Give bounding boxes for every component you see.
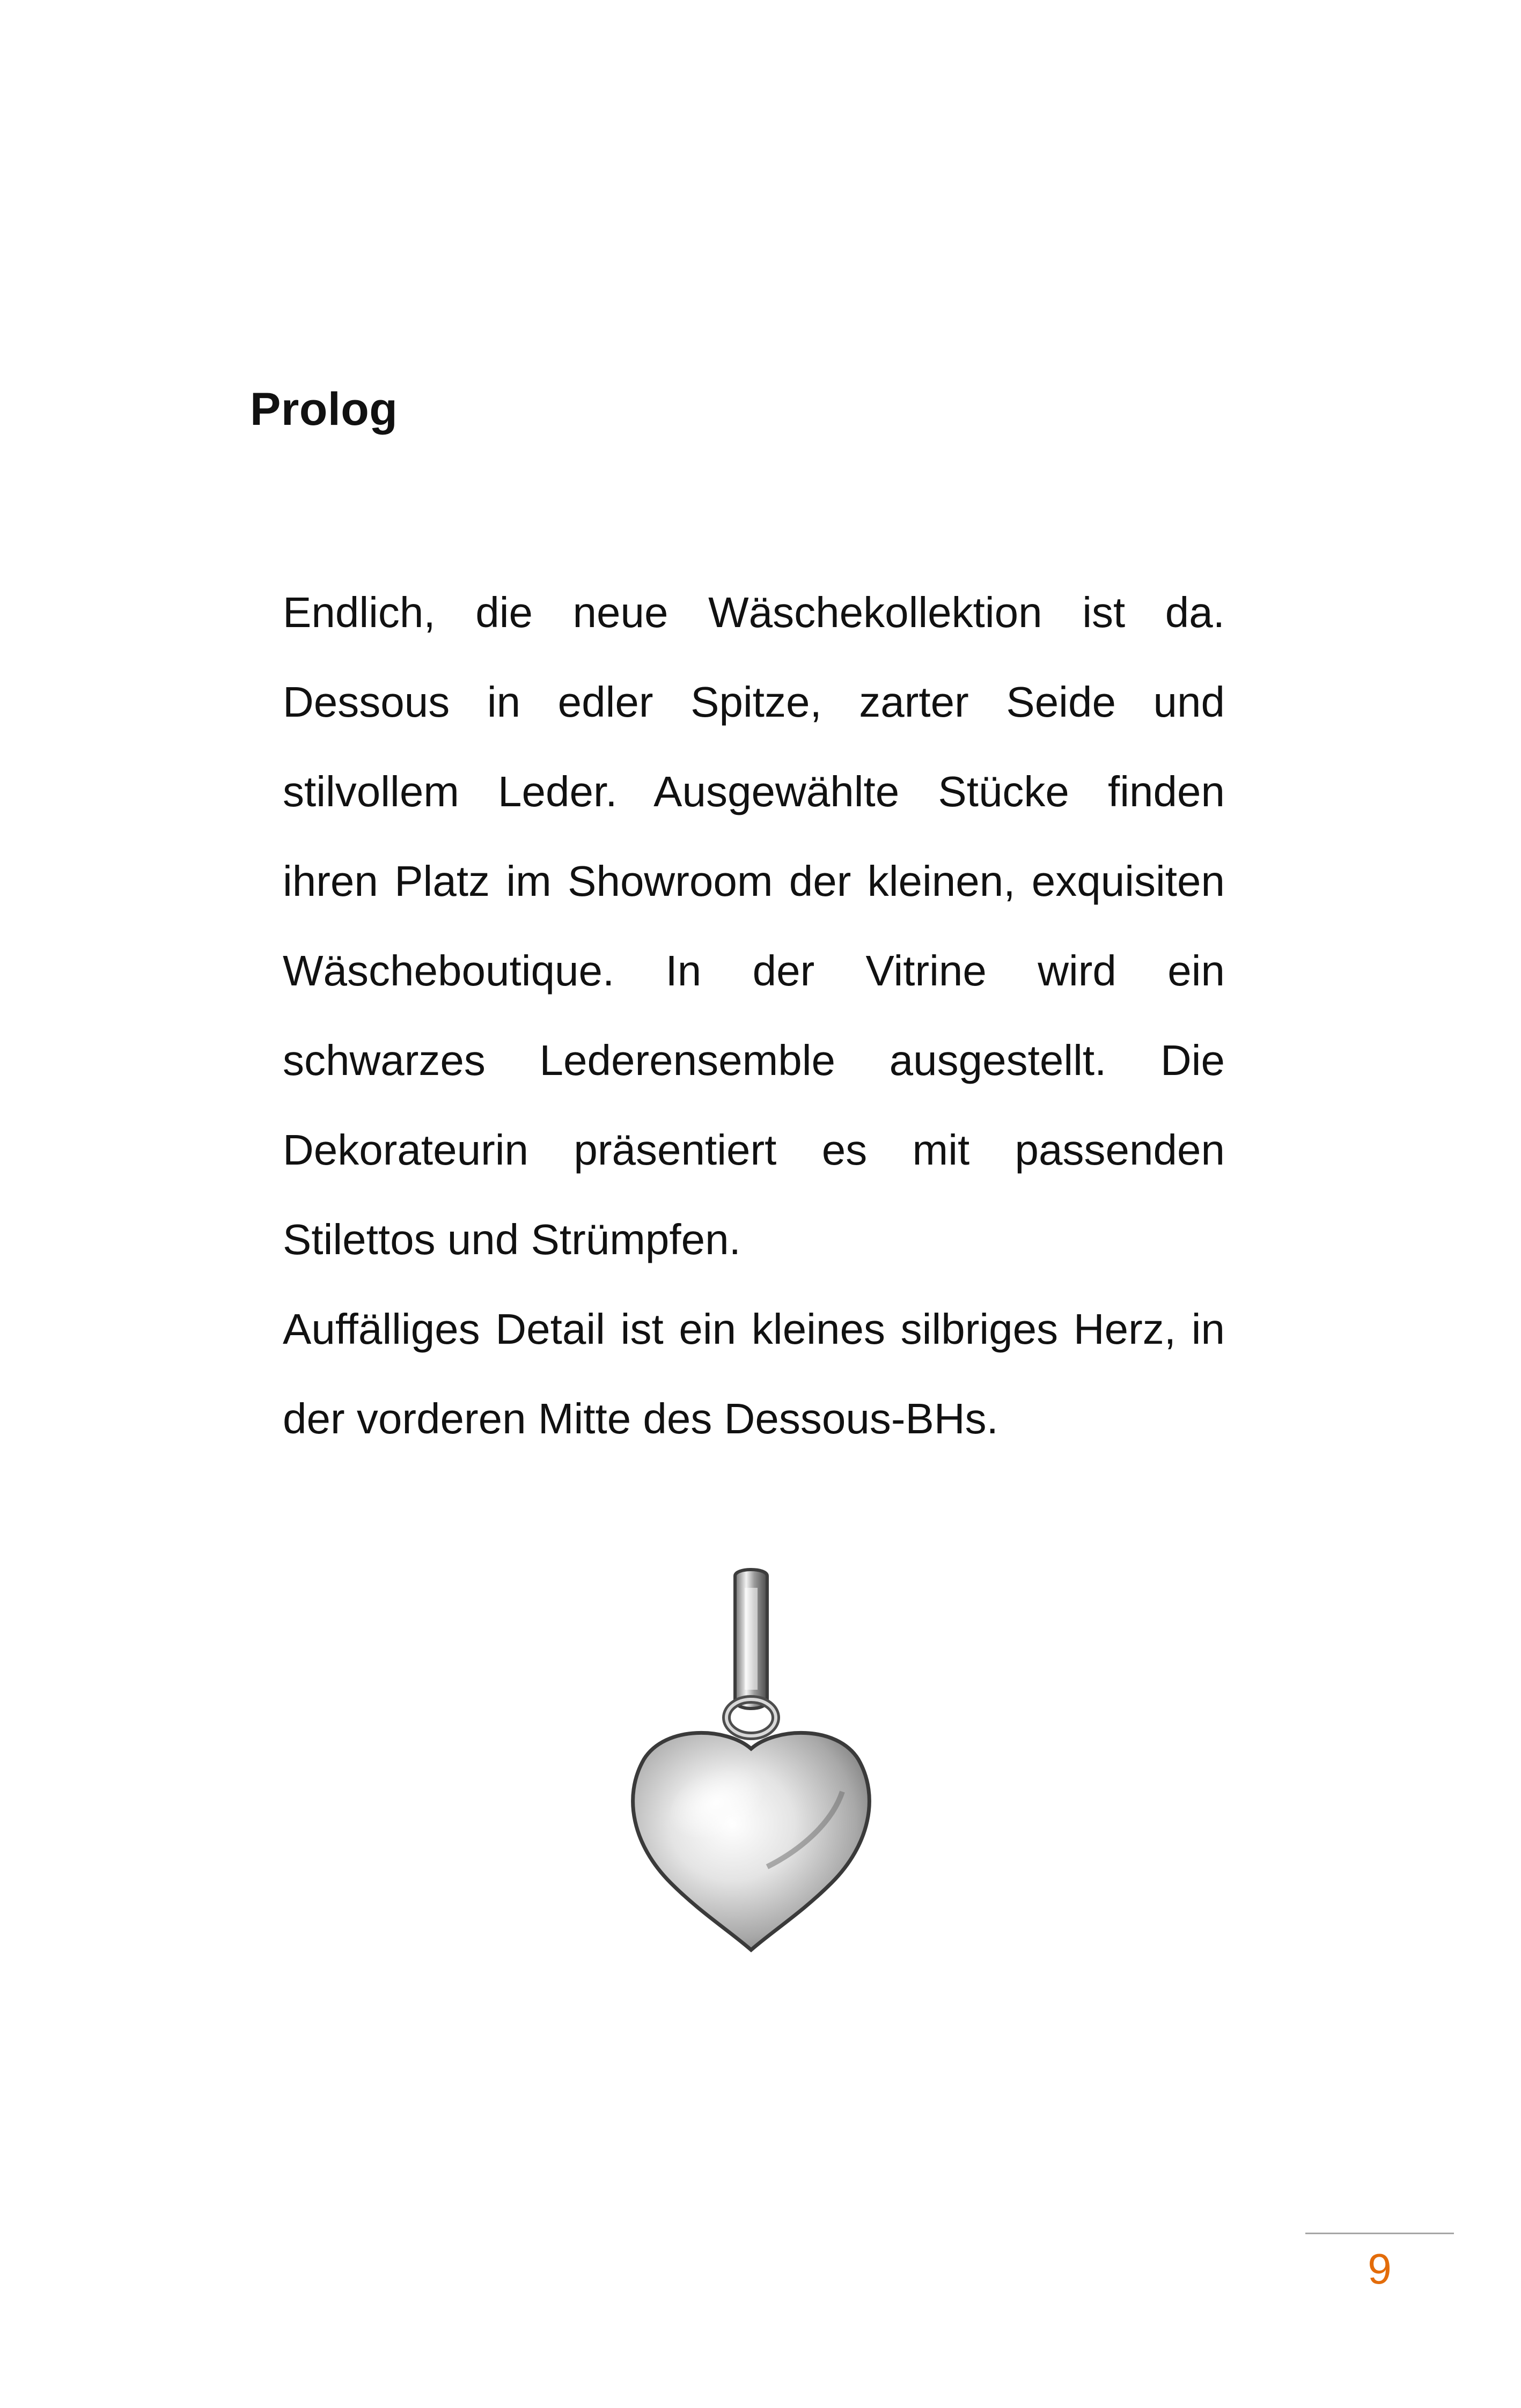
paragraph-2: Auffälliges Detail ist ein kleines silbriges Herz, in der vorderen Mitte des Dessous-BHs. [283,1305,1225,1442]
paragraph-1: Endlich, die neue Wäschekollektion ist da. Dessous in edler Spitze, zarter Seide und stilvollem Leder. Ausgewählte Stücke finden ihren Platz im Showroom der kleinen, exquisiten Wäscheboutique. In der Vitrine wird ein schwarzes Lederensemble ausgestellt. Die Dekorateurin präsentiert es mit passenden Stilettos und Strümpfen. [283,588,1225,1263]
heart-pendant-icon [606,1566,896,1958]
chapter-heading: Prolog [250,384,398,435]
page-number: 9 [1368,2245,1392,2293]
chapter-body [283,568,1225,1463]
footer-divider [1305,2233,1454,2234]
